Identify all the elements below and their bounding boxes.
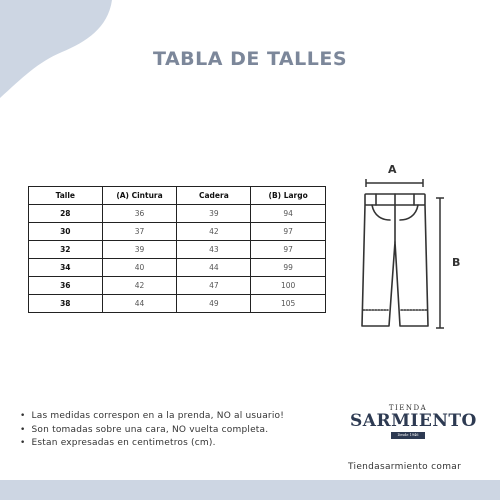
cell-talle: 38 (29, 295, 103, 313)
cell-cadera: 44 (177, 259, 251, 277)
cell-cintura: 36 (102, 205, 177, 223)
brand-logo: SARMIENTO (350, 411, 477, 431)
table-row (29, 223, 326, 241)
cell-talle: 30 (29, 223, 103, 241)
cell-largo: 100 (251, 277, 326, 295)
cell-largo: 97 (251, 241, 326, 259)
table-row (29, 205, 326, 223)
pants-diagram (350, 160, 460, 340)
cell-talle: 32 (29, 241, 103, 259)
cell-cadera: 43 (177, 241, 251, 259)
cell-cadera: 47 (177, 277, 251, 295)
bottom-bar (0, 480, 500, 500)
table-row (29, 241, 326, 259)
header-largo: (B) Largo (251, 187, 326, 205)
pants-icon (362, 194, 428, 326)
table-row (29, 295, 326, 313)
brand-tagline: TIENDA (388, 404, 428, 412)
cell-cintura: 44 (102, 295, 177, 313)
cell-cadera: 42 (177, 223, 251, 241)
header-cintura: (A) Cintura (102, 187, 177, 205)
cell-largo: 105 (251, 295, 326, 313)
note-item: • Son tomadas sobre una cara, NO vuelta completa. (20, 424, 284, 438)
cell-cadera: 49 (177, 295, 251, 313)
table-row (29, 259, 326, 277)
cell-cintura: 42 (102, 277, 177, 295)
cell-cintura: 39 (102, 241, 177, 259)
length-measure-line (436, 198, 444, 328)
header-cadera: Cadera (177, 187, 251, 205)
label-a: A (388, 163, 397, 176)
cell-talle: 36 (29, 277, 103, 295)
cell-largo: 94 (251, 205, 326, 223)
waist-measure-line (366, 179, 423, 187)
cell-cintura: 40 (102, 259, 177, 277)
cell-largo: 97 (251, 223, 326, 241)
size-table (28, 186, 326, 313)
table-row (29, 277, 326, 295)
note-item: • Estan expresadas en centimetros (cm). (20, 437, 284, 451)
cell-cintura: 37 (102, 223, 177, 241)
table-header-row (29, 187, 326, 205)
cell-cadera: 39 (177, 205, 251, 223)
cell-talle: 34 (29, 259, 103, 277)
notes-list (20, 410, 284, 451)
brand-badge: Desde 1946 (391, 432, 425, 439)
header-talle: Talle (29, 187, 103, 205)
label-b: B (452, 256, 461, 269)
cell-largo: 99 (251, 259, 326, 277)
website-text: Tiendasarmiento comar (348, 462, 462, 472)
note-item: • Las medidas correspon en a la prenda, NO al usuario! (20, 410, 284, 424)
cell-talle: 28 (29, 205, 103, 223)
page-title: TABLA DE TALLES (152, 48, 348, 70)
